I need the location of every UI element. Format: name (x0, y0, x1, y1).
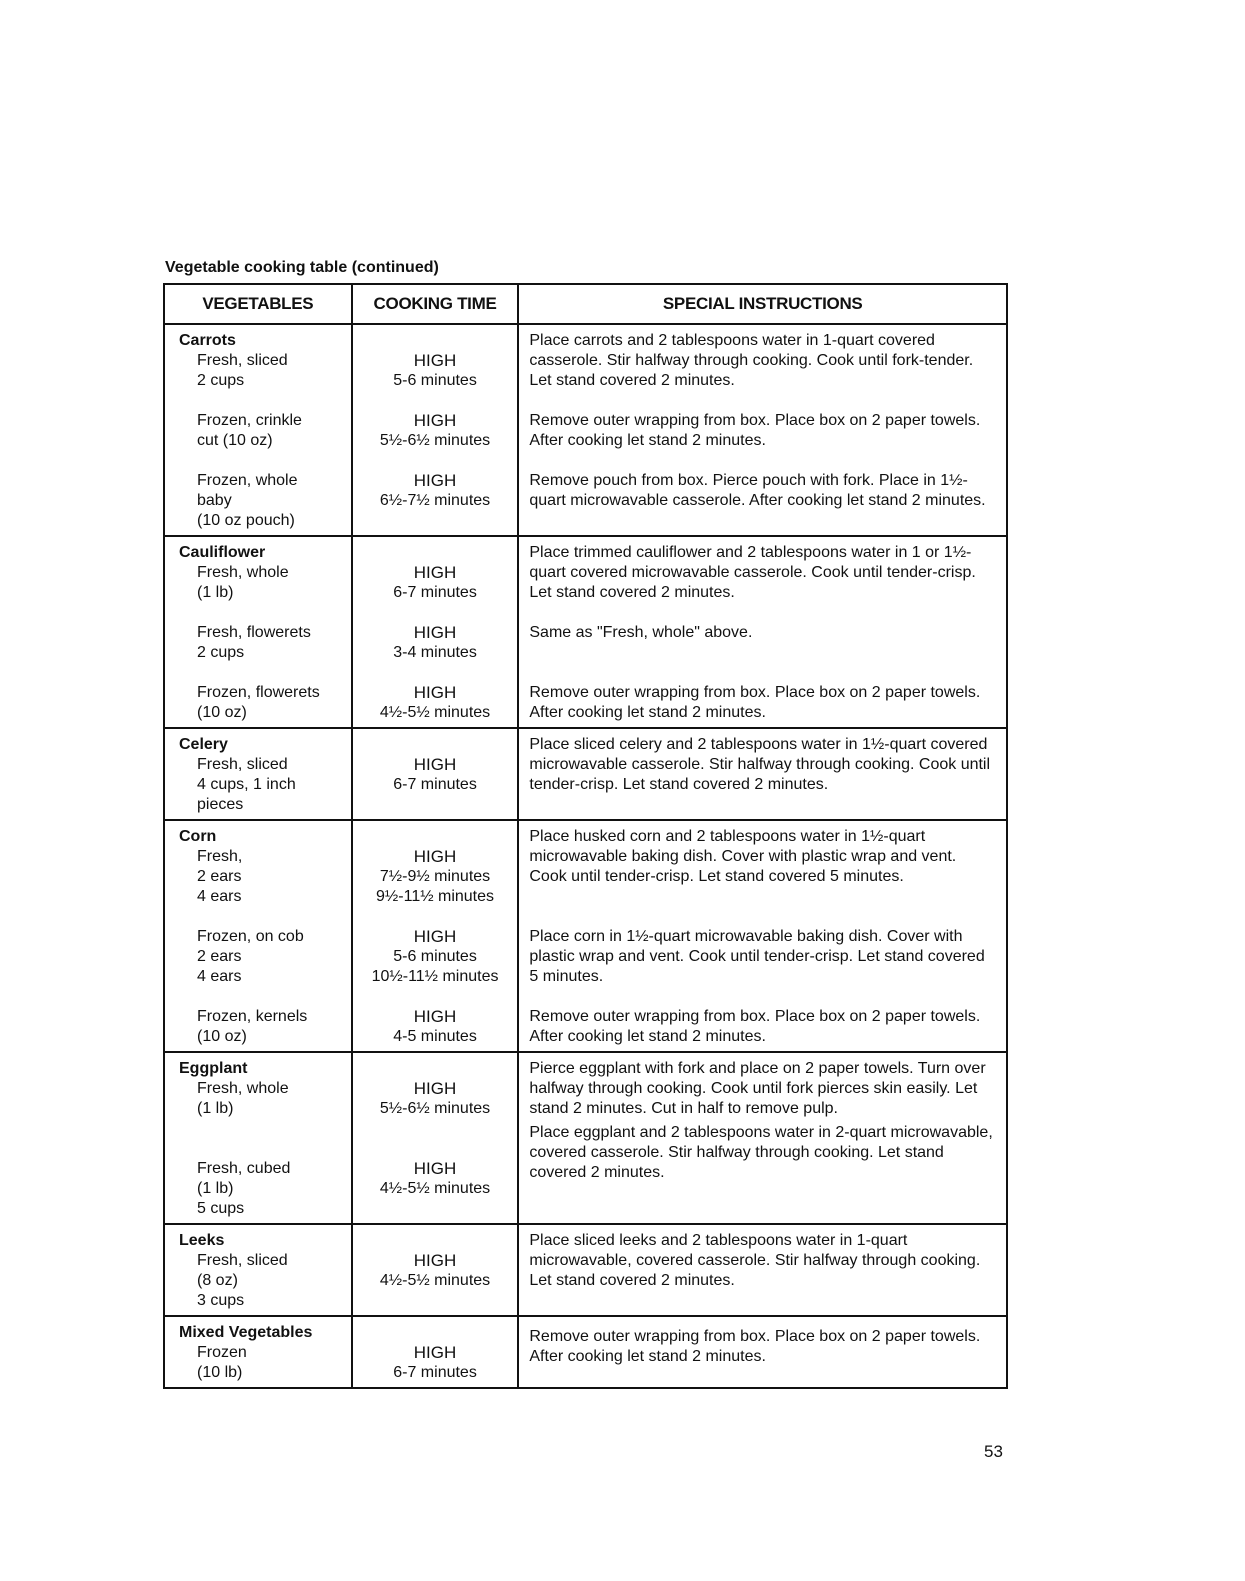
cooking-time-cell (352, 820, 519, 1052)
vegetable-group-name: Eggplant (179, 1060, 248, 1077)
entry-line: Fresh, cubed (197, 1160, 291, 1177)
vegetable-cell (164, 1224, 352, 1316)
vegetable-group-name: Leeks (179, 1232, 225, 1249)
power-level: HIGH (413, 563, 457, 582)
entry-line: pieces (197, 796, 244, 813)
cooking-time-cell (352, 1052, 519, 1224)
time-value: 3-4 minutes (393, 644, 477, 661)
entry-line: 4 ears (197, 968, 242, 985)
power-level: HIGH (413, 927, 457, 946)
power-level: HIGH (413, 847, 457, 866)
table-row-eggplant (164, 1052, 1007, 1224)
instruction-text: Remove pouch from box. Pierce pouch with fork. Place in 1½-quart microwavable casserole. After cooking let stand 2 minutes. (529, 472, 986, 509)
power-level: HIGH (413, 1159, 457, 1178)
table-row-corn (164, 820, 1007, 1052)
entry-line: (10 oz) (197, 704, 247, 721)
instructions-cell (518, 536, 1007, 728)
page-number: 53 (984, 1442, 1003, 1461)
instruction-text: Place trimmed cauliflower and 2 tablespoons water in 1 or 1½-quart covered microwavable casserole. Cook until tender-crisp. Let stand covered 2 minutes. (529, 544, 976, 601)
vegetable-group-name: Cauliflower (179, 544, 266, 561)
power-level: HIGH (413, 1079, 457, 1098)
instructions-cell (518, 1316, 1007, 1388)
instruction-text: Pierce eggplant with fork and place on 2 paper towels. Turn over halfway through cooking. Cook until fork pierces skin easily. Let stand 2 minutes. Cut in half to remove pulp. (529, 1060, 986, 1117)
entry-line: (1 lb) (197, 584, 234, 601)
time-entry (357, 847, 514, 907)
power-level: HIGH (413, 1007, 457, 1026)
entry-line: 2 cups (197, 372, 245, 389)
entry-line: 2 ears (197, 948, 242, 965)
time-entry (357, 1079, 514, 1119)
time-value: 6-7 minutes (393, 584, 477, 601)
time-value: 5-6 minutes (393, 948, 477, 965)
vegetable-entry (179, 755, 343, 815)
instruction-text: Same as "Fresh, whole" above. (529, 624, 753, 641)
instruction-text: Place eggplant and 2 tablespoons water in 2-quart microwavable, covered casserole. Stir halfway through cooking. Let stand covered 2 minutes. (529, 1124, 993, 1181)
instruction-text: Place corn in 1½-quart microwavable baking dish. Cover with plastic wrap and vent. Cook until tender-crisp. Let stand covered 5 minutes. (529, 928, 985, 985)
entry-line: Fresh, (197, 848, 243, 865)
entry-line: Fresh, flowerets (197, 624, 311, 641)
entry-line: Frozen, kernels (197, 1008, 308, 1025)
instructions-cell (518, 728, 1007, 820)
entry-line: cut (10 oz) (197, 432, 273, 449)
time-entry (357, 471, 514, 511)
vegetable-entry (179, 1007, 343, 1047)
entry-line: 4 cups, 1 inch (197, 776, 296, 793)
entry-line: baby (197, 492, 232, 509)
instruction-text: Remove outer wrapping from box. Place box on 2 paper towels. After cooking let stand 2 minutes. (529, 1328, 981, 1365)
time-value: 5-6 minutes (393, 372, 477, 389)
vegetable-cell (164, 820, 352, 1052)
header-cooking-time: COOKING TIME (352, 284, 519, 324)
entry-line: (10 oz pouch) (197, 512, 295, 529)
entry-line: Fresh, whole (197, 564, 289, 581)
instruction-text: Remove outer wrapping from box. Place box on 2 paper towels. After cooking let stand 2 minutes. (529, 1008, 981, 1045)
time-entry (357, 351, 514, 391)
vegetable-cell (164, 1052, 352, 1224)
entry-line: Fresh, sliced (197, 1252, 288, 1269)
entry-line: Frozen (197, 1344, 247, 1361)
entry-line: Frozen, crinkle (197, 412, 302, 429)
table-row-cauliflower (164, 536, 1007, 728)
table-row-leeks (164, 1224, 1007, 1316)
power-level: HIGH (413, 471, 457, 490)
power-level: HIGH (413, 1251, 457, 1270)
vegetable-entry (179, 927, 343, 987)
time-value-second: 10½-11½ minutes (371, 968, 499, 985)
entry-line: 2 cups (197, 644, 245, 661)
time-entry (357, 1159, 514, 1199)
time-entry (357, 1007, 514, 1047)
vegetable-entry (179, 1079, 343, 1119)
time-entry (357, 1251, 514, 1291)
header-vegetables: VEGETABLES (164, 284, 352, 324)
entry-line: (10 lb) (197, 1364, 243, 1381)
time-entry (357, 683, 514, 723)
cooking-time-cell (352, 1316, 519, 1388)
instructions-cell (518, 1224, 1007, 1316)
instructions-cell (518, 820, 1007, 1052)
vegetable-group-name: Mixed Vegetables (179, 1324, 313, 1341)
entry-line: 5 cups (197, 1200, 245, 1217)
power-level: HIGH (413, 1343, 457, 1362)
vegetable-cell (164, 324, 352, 536)
vegetable-entry (179, 1159, 343, 1219)
entry-line: 4 ears (197, 888, 242, 905)
vegetable-entry (179, 471, 343, 531)
vegetable-entry (179, 351, 343, 391)
entry-line: (1 lb) (197, 1100, 234, 1117)
time-value: 6-7 minutes (393, 776, 477, 793)
cooking-time-cell (352, 536, 519, 728)
vegetable-entry (179, 683, 343, 723)
time-value: 5½-6½ minutes (379, 1100, 491, 1117)
instruction-text: Place carrots and 2 tablespoons water in 1-quart covered casserole. Stir halfway through cooking. Cook until fork-tender. Let stand covered 2 minutes. (529, 332, 974, 389)
power-level: HIGH (413, 351, 457, 370)
vegetable-entry (179, 411, 343, 451)
time-value: 5½-6½ minutes (379, 432, 491, 449)
time-entry (357, 755, 514, 795)
vegetable-group-name: Celery (179, 736, 228, 753)
entry-line: 2 ears (197, 868, 242, 885)
table-row-carrots (164, 324, 1007, 536)
header-special-instructions: SPECIAL INSTRUCTIONS (518, 284, 1007, 324)
vegetable-entry (179, 623, 343, 663)
instruction-text: Remove outer wrapping from box. Place box on 2 paper towels. After cooking let stand 2 minutes. (529, 684, 981, 721)
vegetable-entry (179, 847, 343, 907)
entry-line: (1 lb) (197, 1180, 234, 1197)
time-value: 7½-9½ minutes (379, 868, 491, 885)
time-entry (357, 563, 514, 603)
cooking-time-cell (352, 728, 519, 820)
entry-line: Fresh, sliced (197, 352, 288, 369)
cooking-time-cell (352, 324, 519, 536)
time-value: 6-7 minutes (393, 1364, 477, 1381)
time-value: 4½-5½ minutes (379, 1272, 491, 1289)
instruction-text: Place sliced leeks and 2 tablespoons water in 1-quart microwavable, covered casserole. Stir halfway through cooking. Let stand covered 2 minutes. (529, 1232, 981, 1289)
time-entry (357, 927, 514, 987)
time-value: 4-5 minutes (393, 1028, 477, 1045)
entry-line: (10 oz) (197, 1028, 247, 1045)
time-value-second: 9½-11½ minutes (376, 888, 495, 905)
vegetable-cooking-table (163, 283, 1008, 1389)
time-value: 4½-5½ minutes (379, 1180, 491, 1197)
instructions-cell (518, 324, 1007, 536)
entry-line: Fresh, whole (197, 1080, 289, 1097)
instructions-cell (518, 1052, 1007, 1224)
time-entry (357, 1343, 514, 1383)
vegetable-group-name: Corn (179, 828, 217, 845)
power-level: HIGH (413, 623, 457, 642)
entry-line: Frozen, flowerets (197, 684, 320, 701)
instruction-text: Place sliced celery and 2 tablespoons water in 1½-quart covered microwavable casserole. Stir halfway through cooking. Cook until tender-crisp. Let stand covered 2 minutes. (529, 736, 991, 793)
entry-line: Fresh, sliced (197, 756, 288, 773)
entry-line: Frozen, whole (197, 472, 298, 489)
entry-line: 3 cups (197, 1292, 245, 1309)
entry-line: (8 oz) (197, 1272, 238, 1289)
table-caption: Vegetable cooking table (continued) (165, 259, 439, 276)
vegetable-entry (179, 563, 343, 603)
table-row-celery (164, 728, 1007, 820)
power-level: HIGH (413, 683, 457, 702)
vegetable-entry (179, 1251, 343, 1311)
instruction-text: Remove outer wrapping from box. Place box on 2 paper towels. After cooking let stand 2 minutes. (529, 412, 981, 449)
time-value: 4½-5½ minutes (379, 704, 491, 721)
instruction-text: Place husked corn and 2 tablespoons water in 1½-quart microwavable baking dish. Cover with plastic wrap and vent. Cook until tender-crisp. Let stand covered 5 minutes. (529, 828, 957, 885)
entry-line: Frozen, on cob (197, 928, 304, 945)
vegetable-group-name: Carrots (179, 332, 236, 349)
time-entry (357, 623, 514, 663)
power-level: HIGH (413, 411, 457, 430)
cooking-time-cell (352, 1224, 519, 1316)
vegetable-entry (179, 1343, 343, 1383)
vegetable-cell (164, 728, 352, 820)
time-entry (357, 411, 514, 451)
vegetable-cell (164, 1316, 352, 1388)
power-level: HIGH (413, 755, 457, 774)
table-row-mixed-vegetables (164, 1316, 1007, 1388)
vegetable-cell (164, 536, 352, 728)
table-header-row (164, 284, 1007, 324)
time-value: 6½-7½ minutes (379, 492, 491, 509)
